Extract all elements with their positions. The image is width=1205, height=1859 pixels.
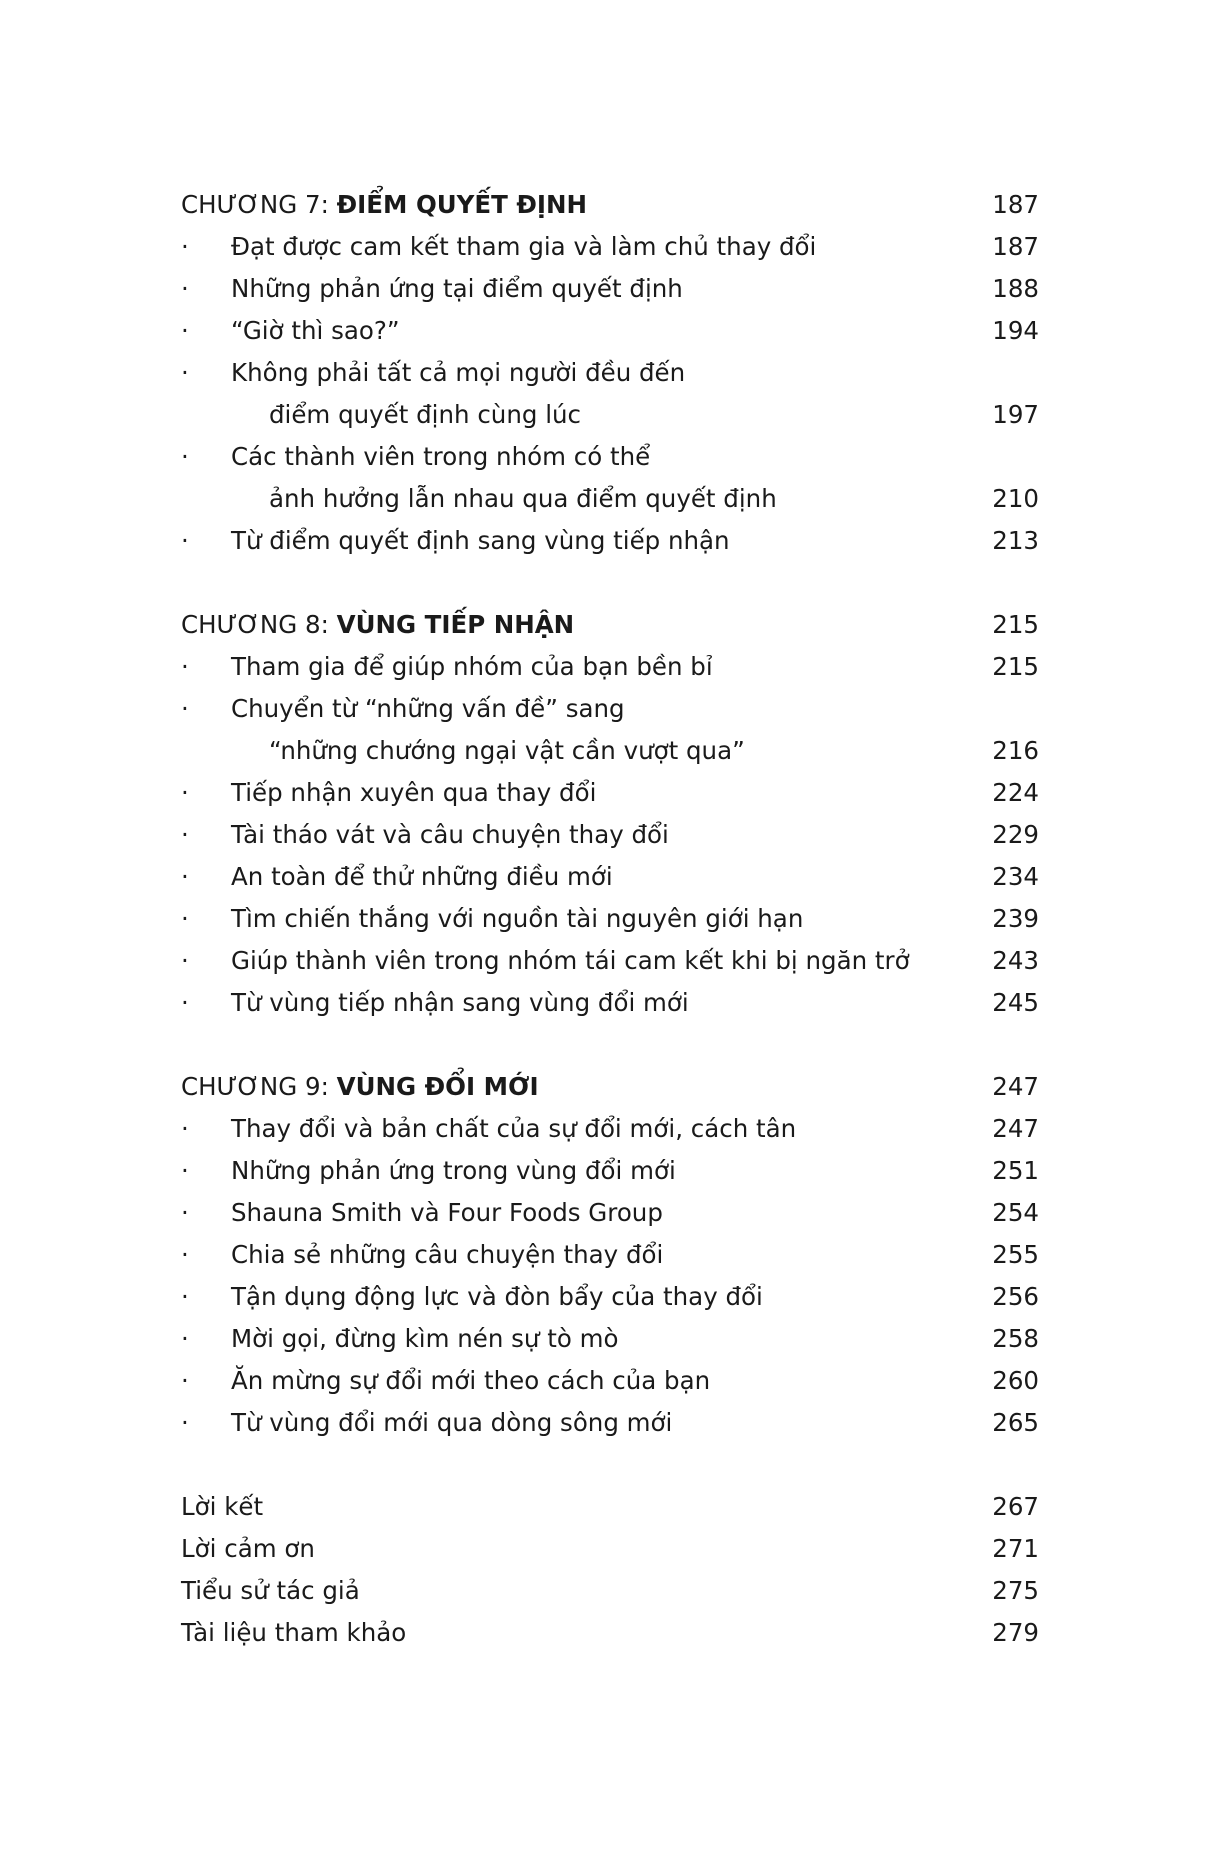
backmatter-page-number: 275 [992,1576,1039,1605]
backmatter-list [181,1486,1039,1654]
entry-title: Chuyển từ “những vấn đề” sang [231,694,625,723]
bullet-icon: · [181,820,189,849]
toc-entry [181,898,1039,940]
bullet-icon: · [181,862,189,891]
entry-page-number: 188 [992,274,1039,303]
entry-title: Từ vùng tiếp nhận sang vùng đổi mới [231,988,689,1017]
chapter-prefix: CHƯƠNG 8: [181,610,337,639]
entry-page-number: 224 [992,778,1039,807]
backmatter-page-number: 267 [992,1492,1039,1521]
toc-entry [181,394,1039,436]
toc-entry [181,1318,1039,1360]
bullet-icon: · [181,1240,189,1269]
entry-title: Shauna Smith và Four Foods Group [231,1198,663,1227]
table-of-contents [181,184,1039,1654]
chapter-title [181,184,587,226]
entry-title-continued: ảnh hưởng lẫn nhau qua điểm quyết định [269,484,777,513]
backmatter-title: Tiểu sử tác giả [181,1576,360,1605]
chapter-page-number: 215 [992,610,1039,639]
toc-entry [181,1276,1039,1318]
toc-entry [181,856,1039,898]
entry-page-number: 210 [992,484,1039,513]
entry-title: Giúp thành viên trong nhóm tái cam kết khi bị ngăn trở [231,946,910,975]
bullet-icon: · [181,358,189,387]
bullet-icon: · [181,778,189,807]
entry-title: Từ vùng đổi mới qua dòng sông mới [231,1408,673,1437]
entry-title: An toàn để thử những điều mới [231,862,613,891]
entry-page-number: 239 [992,904,1039,933]
toc-entry [181,814,1039,856]
bullet-icon: · [181,652,189,681]
bullet-icon: · [181,1282,189,1311]
backmatter-entry [181,1570,1039,1612]
backmatter-title: Lời kết [181,1492,264,1521]
entry-title: Chia sẻ những câu chuyện thay đổi [231,1240,664,1269]
toc-entry [181,310,1039,352]
entry-page-number: 255 [992,1240,1039,1269]
toc-entry [181,436,1039,478]
entry-page-number: 251 [992,1156,1039,1185]
chapter-title [181,604,574,646]
entry-title: “Giờ thì sao?” [231,316,400,345]
entry-page-number: 260 [992,1366,1039,1395]
entry-page-number: 254 [992,1198,1039,1227]
entry-title: Mời gọi, đừng kìm nén sự tò mò [231,1324,619,1353]
backmatter-page-number: 271 [992,1534,1039,1563]
entry-page-number: 187 [992,232,1039,261]
entry-title: Ăn mừng sự đổi mới theo cách của bạn [231,1366,711,1395]
entry-title: Các thành viên trong nhóm có thể [231,442,651,471]
backmatter-entry [181,1528,1039,1570]
chapter-page-number: 247 [992,1072,1039,1101]
toc-entry [181,352,1039,394]
toc-entry [181,1108,1039,1150]
chapter-heading [181,604,1039,646]
toc-entry [181,1192,1039,1234]
bullet-icon: · [181,904,189,933]
entry-page-number: 243 [992,946,1039,975]
backmatter-page-number: 279 [992,1618,1039,1647]
entry-title: Từ điểm quyết định sang vùng tiếp nhận [231,526,730,555]
entry-title: Không phải tất cả mọi người đều đến [231,358,686,387]
bullet-icon: · [181,526,189,555]
section-spacer [181,562,1039,604]
backmatter-title: Lời cảm ơn [181,1534,315,1563]
bullet-icon: · [181,988,189,1017]
chapter-prefix: CHƯƠNG 9: [181,1072,337,1101]
bullet-icon: · [181,1156,189,1185]
entry-page-number: 256 [992,1282,1039,1311]
bullet-icon: · [181,274,189,303]
entry-title: Đạt được cam kết tham gia và làm chủ thay đổi [231,232,817,261]
entry-page-number: 229 [992,820,1039,849]
section-spacer [181,1024,1039,1066]
chapter-heading [181,1066,1039,1108]
entry-page-number: 265 [992,1408,1039,1437]
bullet-icon: · [181,316,189,345]
backmatter-title: Tài liệu tham khảo [181,1618,407,1647]
entry-page-number: 197 [992,400,1039,429]
chapter-name: VÙNG TIẾP NHẬN [336,610,575,639]
chapter-title [181,1066,539,1108]
entry-page-number: 215 [992,652,1039,681]
entry-title: Tiếp nhận xuyên qua thay đổi [231,778,597,807]
entry-title-continued: điểm quyết định cùng lúc [269,400,582,429]
entry-page-number: 245 [992,988,1039,1017]
toc-entry [181,268,1039,310]
entry-page-number: 216 [992,736,1039,765]
section-spacer [181,1444,1039,1486]
entry-title: Tận dụng động lực và đòn bẩy của thay đổi [231,1282,763,1311]
chapter-heading [181,184,1039,226]
toc-entry [181,688,1039,730]
toc-entry [181,940,1039,982]
entry-title: Tham gia để giúp nhóm của bạn bền bỉ [231,652,713,681]
bullet-icon: · [181,1408,189,1437]
toc-entry [181,226,1039,268]
entry-title-continued: “những chướng ngại vật cần vượt qua” [269,736,745,765]
toc-entry [181,1360,1039,1402]
entry-title: Tìm chiến thắng với nguồn tài nguyên giới hạn [231,904,804,933]
toc-entry [181,730,1039,772]
chapter-page-number: 187 [992,190,1039,219]
bullet-icon: · [181,946,189,975]
bullet-icon: · [181,1366,189,1395]
toc-entry [181,1150,1039,1192]
entry-page-number: 247 [992,1114,1039,1143]
toc-entry [181,772,1039,814]
bullet-icon: · [181,1114,189,1143]
entry-page-number: 213 [992,526,1039,555]
chapter-name: VÙNG ĐỔI MỚI [336,1072,539,1101]
toc-entry [181,520,1039,562]
backmatter-entry [181,1612,1039,1654]
entry-title: Thay đổi và bản chất của sự đổi mới, cách tân [231,1114,797,1143]
entry-title: Những phản ứng trong vùng đổi mới [231,1156,676,1185]
entry-page-number: 258 [992,1324,1039,1353]
chapter-name: ĐIỂM QUYẾT ĐỊNH [336,190,588,219]
entry-title: Tài tháo vát và câu chuyện thay đổi [231,820,669,849]
bullet-icon: · [181,1198,189,1227]
bullet-icon: · [181,232,189,261]
bullet-icon: · [181,442,189,471]
backmatter-entry [181,1486,1039,1528]
bullet-icon: · [181,1324,189,1353]
bullet-icon: · [181,694,189,723]
toc-entry [181,1234,1039,1276]
toc-entry [181,1402,1039,1444]
entry-title: Những phản ứng tại điểm quyết định [231,274,683,303]
entry-page-number: 234 [992,862,1039,891]
toc-entry [181,478,1039,520]
chapter-prefix: CHƯƠNG 7: [181,190,337,219]
toc-entry [181,982,1039,1024]
toc-entry [181,646,1039,688]
entry-page-number: 194 [992,316,1039,345]
